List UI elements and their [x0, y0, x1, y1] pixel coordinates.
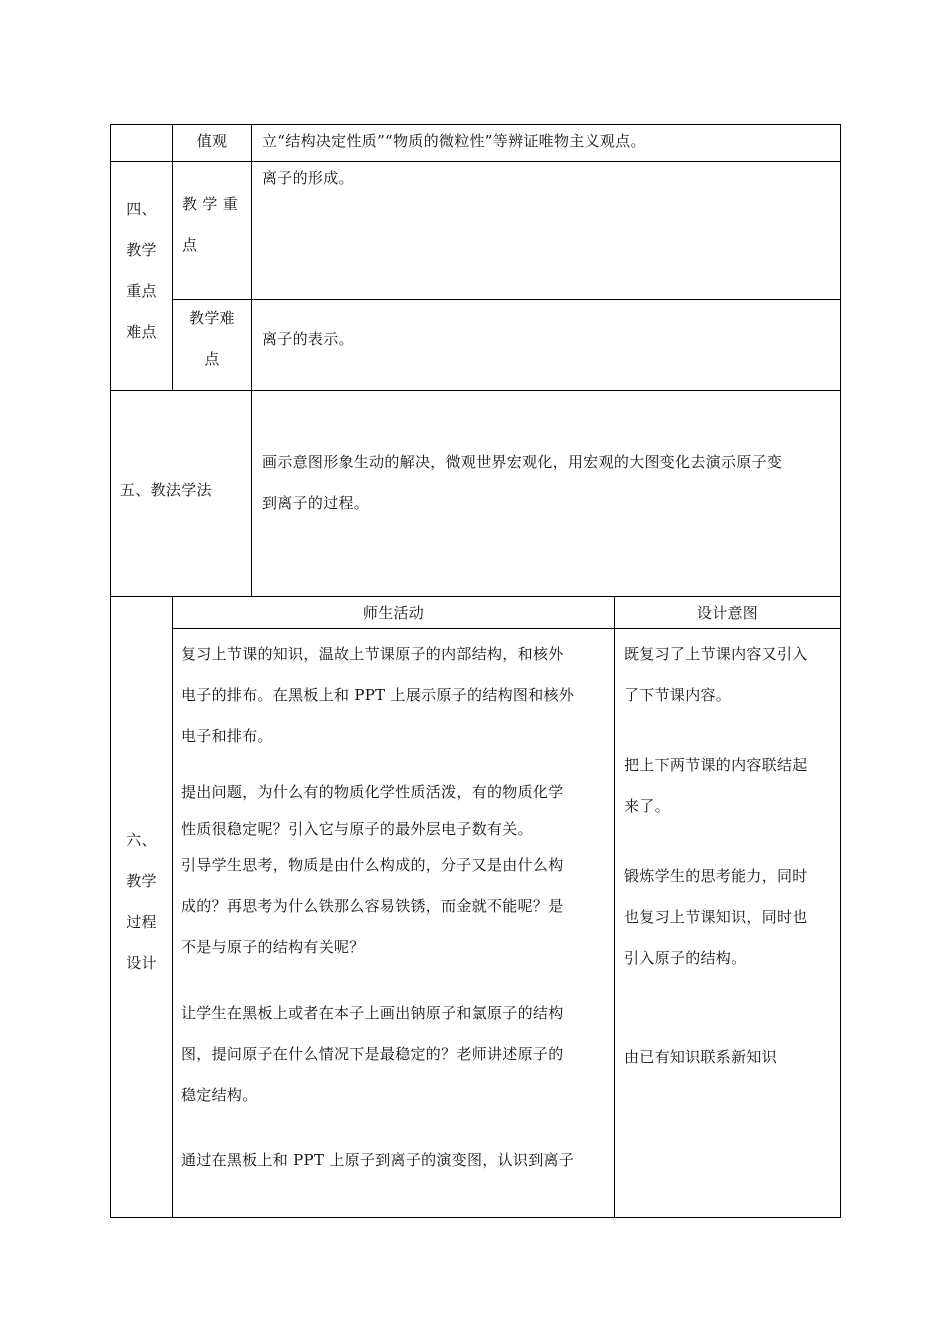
section-label-line: 四、: [126, 200, 157, 218]
activity-line: 电子的排布。在黑板上和 PPT 上展示原子的结构图和核外: [181, 686, 575, 704]
header-activity: 师生活动: [362, 604, 425, 622]
activity-line: 稳定结构。: [181, 1086, 258, 1104]
intent-line: 也复习上节课知识，同时也: [624, 908, 808, 926]
key-point-label: [182, 184, 250, 266]
section-label-line: 难点: [126, 323, 157, 341]
intent-line: 引入原子的结构。: [624, 949, 747, 967]
table-border-right: [840, 124, 841, 1218]
activity-line: 提出问题，为什么有的物质化学性质活泼，有的物质化学: [181, 783, 564, 801]
intent-spacer: [624, 716, 838, 745]
activity-line: 让学生在黑板上或者在本子上画出钠原子和氯原子的结构: [181, 1004, 564, 1022]
row-divider: [110, 390, 841, 391]
difficulty-label-line: 教学难: [189, 309, 235, 327]
intent-line: 既复习了上节课内容又引入: [624, 645, 808, 663]
row-divider: [172, 628, 841, 629]
activity-line: 通过在黑板上和 PPT 上原子到离子的演变图，认识到离子: [181, 1151, 575, 1169]
activity-line: 电子和排布。: [181, 727, 273, 745]
values-sub-label: 值观: [196, 132, 228, 150]
column-divider: [614, 596, 615, 1218]
intent-line: 来了。: [624, 797, 670, 815]
values-content: 立“结构决定性质”“物质的微粒性”等辨证唯物主义观点。: [262, 132, 646, 150]
activity-spacer: [181, 757, 611, 772]
section-label-line: 教学: [126, 872, 157, 890]
intent-line: 由已有知识联系新知识: [624, 1048, 778, 1066]
activity-line: 不是与原子的结构有关呢？: [181, 938, 365, 956]
section-label-line: 六、: [126, 831, 157, 849]
intent-line: 把上下两节课的内容联结起: [624, 756, 808, 774]
section-label-line: 设计: [126, 954, 157, 972]
row-divider: [110, 596, 841, 597]
difficulty-label: [173, 298, 251, 380]
column-divider: [251, 124, 252, 597]
section-label-line: 过程: [126, 913, 157, 931]
intent-column: [624, 634, 838, 1078]
intent-line: 了下节课内容。: [624, 686, 732, 704]
row-divider: [110, 161, 841, 162]
intent-line: 锻炼学生的思考能力，同时: [624, 867, 808, 885]
intent-spacer: [624, 827, 838, 856]
row-divider: [172, 299, 841, 300]
activity-line: 成的？再思考为什么铁那么容易铁锈，而金就不能呢？是: [181, 897, 564, 915]
content-line: 画示意图形象生动的解决，微观世界宏观化，用宏观的大图变化去演示原子变: [262, 453, 783, 471]
activity-line: 图，提问原子在什么情况下是最稳定的？老师讲述原子的: [181, 1045, 564, 1063]
section-four-label: [111, 189, 172, 353]
header-intent: 设计意图: [696, 604, 759, 622]
activity-spacer: [181, 968, 611, 993]
content-line: 到离子的过程。: [262, 494, 370, 512]
section-label-line: 教学: [126, 241, 157, 259]
section-label-line: 重点: [126, 282, 157, 300]
activity-spacer: [181, 1116, 611, 1140]
section-six-label: [111, 820, 172, 984]
table-border-bottom: [110, 1217, 841, 1218]
section-five-content: [262, 442, 782, 524]
table-border-top: [110, 124, 841, 125]
activity-line: 引导学生思考，物质是由什么构成的，分子又是由什么构: [181, 856, 564, 874]
difficulty-label-line: 点: [204, 350, 220, 368]
section-five-label: 五、教法学法: [120, 481, 212, 499]
activity-line: 性质很稳定呢？引入它与原子的最外层电子数有关。: [181, 820, 533, 838]
activity-column: [181, 634, 611, 1181]
key-point-content: 离子的形成。: [262, 169, 354, 187]
activity-line: 复习上节课的知识，温故上节课原子的内部结构，和核外: [181, 645, 564, 663]
intent-spacer: [624, 979, 838, 1037]
column-divider: [172, 596, 173, 1218]
key-point-label-line: 教 学 重: [182, 195, 239, 213]
difficulty-content: 离子的表示。: [262, 330, 354, 348]
key-point-label-line: 点: [182, 236, 198, 254]
